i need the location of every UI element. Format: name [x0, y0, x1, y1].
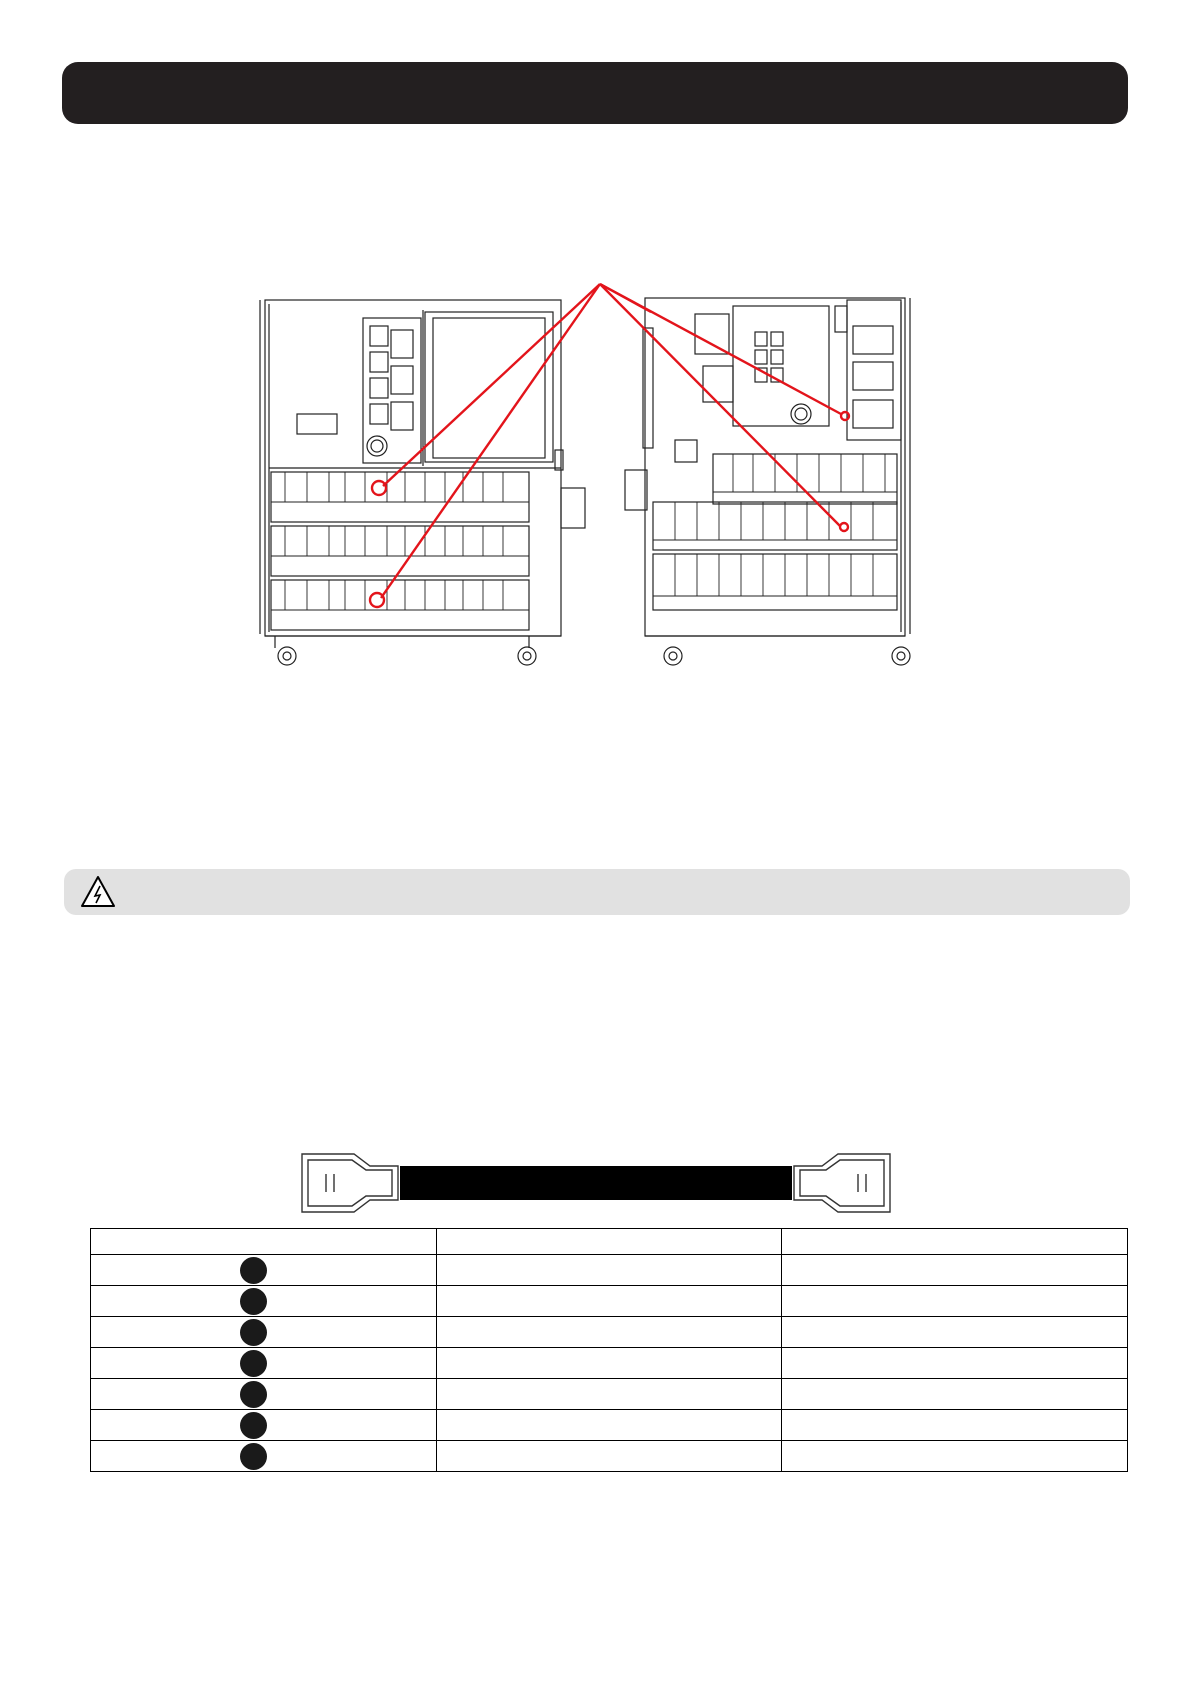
table-cell — [436, 1286, 782, 1317]
table-row — [91, 1348, 1128, 1379]
table-cell — [91, 1410, 437, 1441]
table-cell — [91, 1379, 437, 1410]
table-row — [91, 1286, 1128, 1317]
table-cell — [91, 1441, 437, 1472]
row-marker-icon — [240, 1381, 267, 1408]
table-header-cell — [91, 1229, 437, 1255]
table-row — [91, 1255, 1128, 1286]
table-cell — [91, 1317, 437, 1348]
battery-cable-table — [90, 1228, 1128, 1472]
table-cell — [436, 1255, 782, 1286]
table-cell — [436, 1379, 782, 1410]
row-marker-icon — [240, 1319, 267, 1346]
row-marker-icon — [240, 1412, 267, 1439]
table-cell — [782, 1317, 1128, 1348]
table-row — [91, 1441, 1128, 1472]
left-cabinet — [260, 300, 585, 665]
table-cell — [782, 1255, 1128, 1286]
row-marker-icon — [240, 1257, 267, 1284]
table-cell — [782, 1379, 1128, 1410]
table-row — [91, 1317, 1128, 1348]
table-cell — [782, 1286, 1128, 1317]
table-cell — [782, 1348, 1128, 1379]
table-header-cell — [436, 1229, 782, 1255]
row-marker-icon — [240, 1443, 267, 1470]
table-cell — [436, 1410, 782, 1441]
row-marker-icon — [240, 1288, 267, 1315]
cabinet-diagram — [255, 270, 935, 672]
table-row — [91, 1379, 1128, 1410]
table-cell — [91, 1286, 437, 1317]
warning-bar — [64, 869, 1130, 915]
battery-cable-icon — [298, 1152, 894, 1214]
table-cell — [436, 1348, 782, 1379]
table-row — [91, 1410, 1128, 1441]
table-header-cell — [782, 1229, 1128, 1255]
table-cell — [91, 1348, 437, 1379]
table-header-row — [91, 1229, 1128, 1255]
table-cell — [782, 1410, 1128, 1441]
table-cell — [782, 1441, 1128, 1472]
section-header-bar — [62, 62, 1128, 124]
table-cell — [91, 1255, 437, 1286]
electrical-hazard-icon — [80, 875, 116, 909]
table-cell — [436, 1441, 782, 1472]
row-marker-icon — [240, 1350, 267, 1377]
table-cell — [436, 1317, 782, 1348]
